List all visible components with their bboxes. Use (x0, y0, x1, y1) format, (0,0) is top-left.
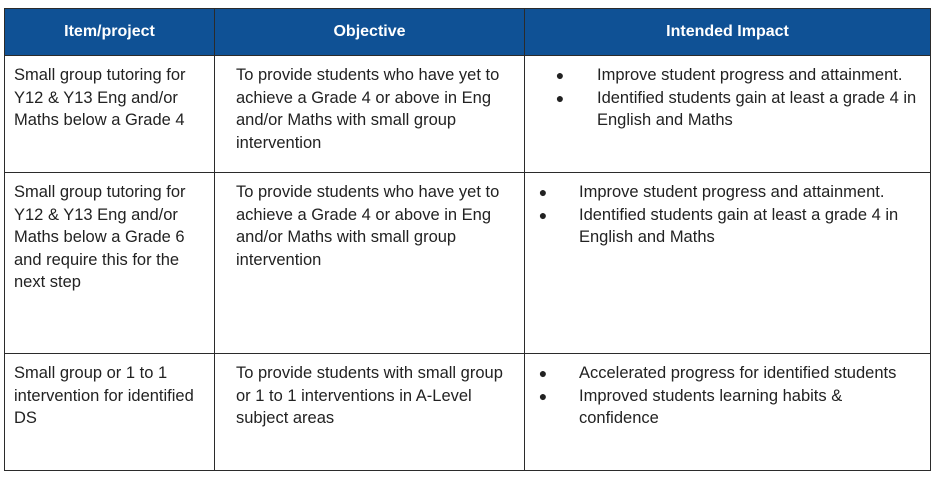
cell-item: Small group or 1 to 1 intervention for identified DS (5, 354, 215, 471)
list-item (534, 181, 920, 204)
list-item (534, 385, 920, 430)
cell-impact (525, 354, 931, 471)
bullet-icon: ● (538, 184, 548, 200)
header-objective: Objective (215, 9, 525, 56)
list-item (534, 362, 920, 385)
impact-text: Improved students learning habits & confidence (579, 386, 843, 427)
cell-impact (525, 173, 931, 354)
bullet-icon: ● (555, 89, 565, 106)
cell-objective: To provide students with small group or 1 to 1 interventions in A-Level subject areas (215, 354, 525, 471)
list-item (534, 204, 920, 249)
bullet-icon: ● (555, 67, 565, 83)
header-item-project: Item/project (5, 9, 215, 56)
impact-list (534, 64, 920, 132)
header-row (5, 9, 931, 56)
table-row (5, 354, 931, 471)
table-row (5, 173, 931, 354)
cell-item: Small group tutoring for Y12 & Y13 Eng and/or Maths below a Grade 6 and require this for the next step (5, 173, 215, 354)
impact-text: Accelerated progress for identified students (579, 364, 897, 382)
impact-text: Identified students gain at least a grade 4 in English and Maths (579, 205, 899, 246)
impact-text: Improve student progress and attainment. (579, 183, 885, 201)
list-item (534, 87, 920, 132)
impact-text: Identified students gain at least a grade 4 in English and Maths (597, 88, 917, 129)
bullet-icon: ● (538, 365, 548, 381)
cell-objective: To provide students who have yet to achieve a Grade 4 or above in Eng and/or Maths with small group intervention (215, 173, 525, 354)
bullet-icon: ● (538, 206, 548, 223)
table-row (5, 56, 931, 173)
cell-item: Small group tutoring for Y12 & Y13 Eng and/or Maths below a Grade 4 (5, 56, 215, 173)
impact-list (534, 362, 920, 430)
pupil-premium-plan-table (4, 8, 931, 471)
cell-objective: To provide students who have yet to achieve a Grade 4 or above in Eng and/or Maths with small group intervention (215, 56, 525, 173)
impact-text: Improve student progress and attainment. (597, 66, 903, 84)
impact-list (534, 181, 920, 249)
header-intended-impact: Intended Impact (525, 9, 931, 56)
cell-impact (525, 56, 931, 173)
bullet-icon: ● (538, 387, 548, 404)
list-item (534, 64, 920, 87)
